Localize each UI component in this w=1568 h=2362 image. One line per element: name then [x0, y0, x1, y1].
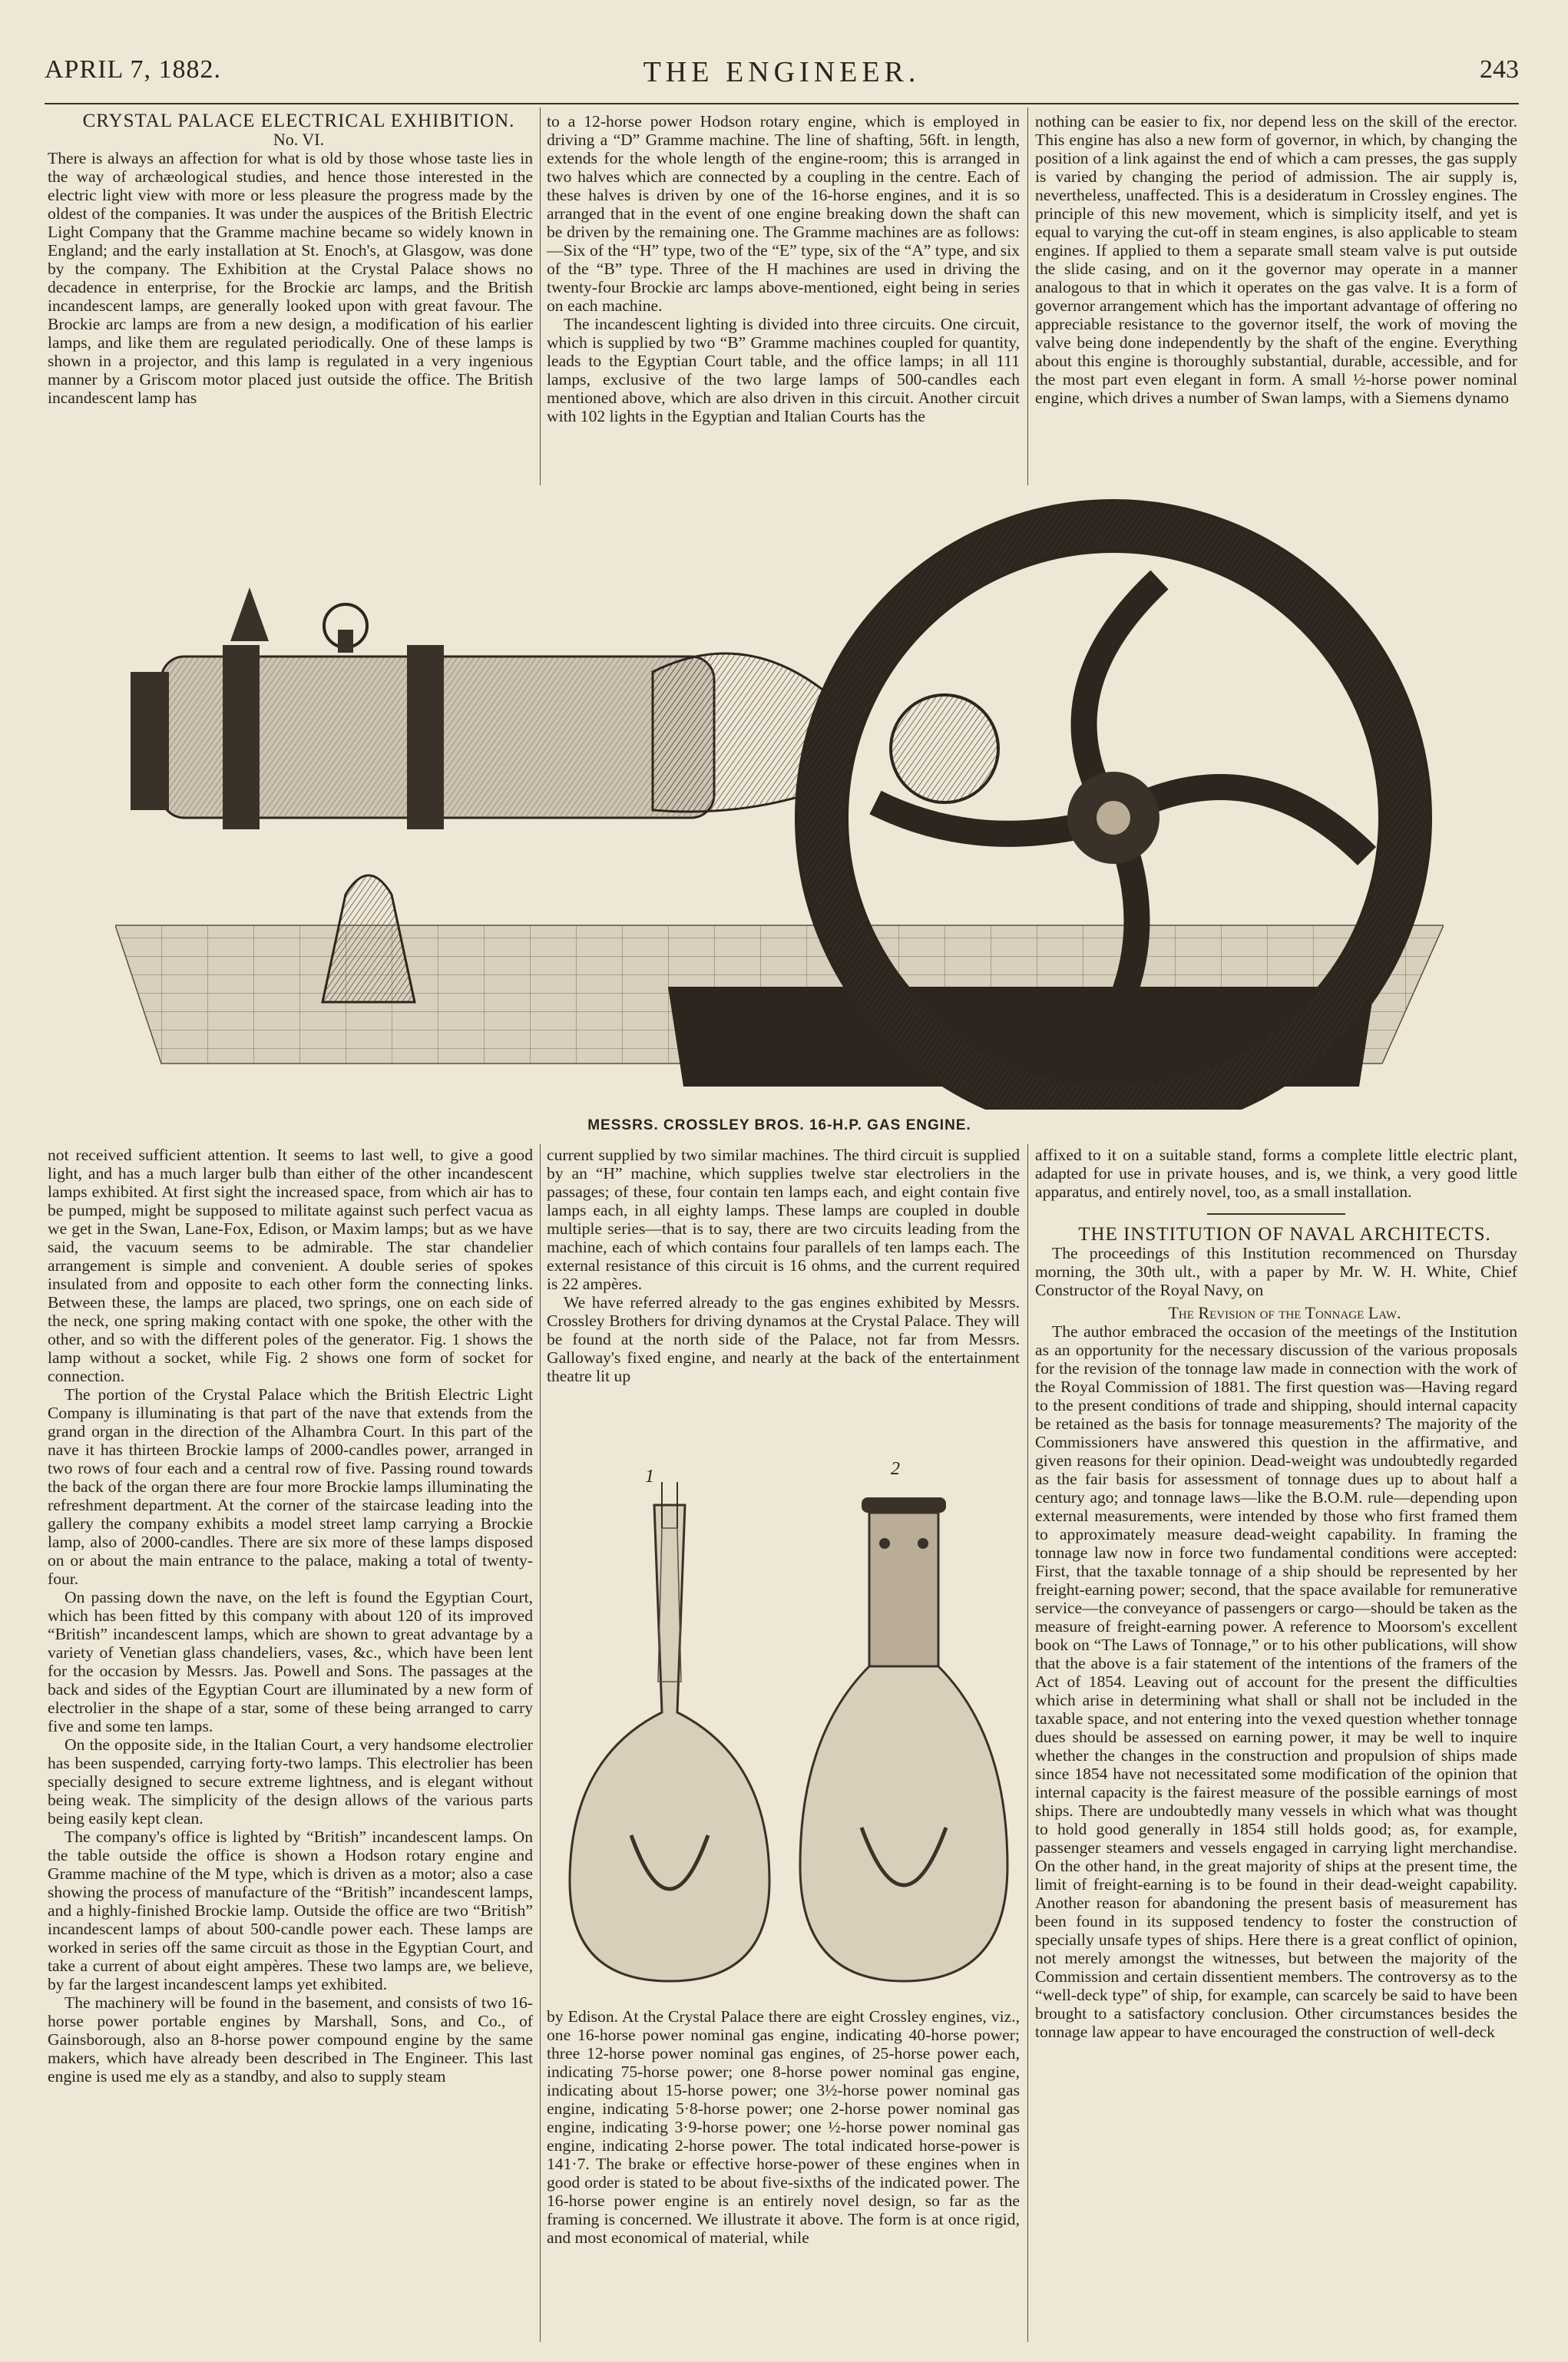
- incandescent-lamp-figures: [547, 1482, 1020, 2004]
- article1-para: by Edison. At the Crystal Palace there are eight Crossley engines, viz., one 16-horse power nominal gas engine, indicating 40-horse power; three 12-horse power nominal gas engines, of 25-horse power each, indicating 75-horse power; one 8-horse power nominal gas engine, indicating about 15-horse power; one 3½-horse power nominal gas engine, indicating 5·8-horse power; one 2-horse power nominal gas engine, indicating 3·9-horse power; one ½-horse power nominal gas engine, indicating 2-horse power. The total indicated horse-power is 141·7. The brake or effective horse-power of these engines when in good order is stated to be about five-sixths of the indicated power. The 16-horse power engine is an entirely novel design, so far as the framing is concerned. We illustrate it above. The form is at once rigid, and most economical of material, while: [547, 2007, 1020, 2247]
- lamp-figure-2: [800, 1497, 1007, 1981]
- engine-caption: MESSRS. CROSSLEY BROS. 16-H.P. GAS ENGINE.: [587, 1117, 971, 1133]
- article1-para: The machinery will be found in the basement, and consists of two 16-horse power portable engines by Marshall, Sons, and Co., of Gainsborough, also an 8-horse power compound engine by the same makers, which have already been described in The Engineer. This last engine is used me ely as a standby, and also to supply steam: [48, 1993, 533, 2086]
- page-number: 243: [1480, 55, 1519, 84]
- article1-col2-bottom: [547, 1146, 1020, 1385]
- article1-para: The incandescent lighting is divided into three circuits. One circuit, which is supplied by two “B” Gramme machines coupled for quantity, leads to the Egyptian Court table, and the office lamps; in all 111 lamps, exclusive of the two large lamps of 500-candles each mentioned above, which are also driven in this circuit. Another circuit with 102 lights in the Egyptian and Italian Courts has the: [547, 315, 1020, 425]
- masthead: [45, 55, 1519, 98]
- article1-title: CRYSTAL PALACE ELECTRICAL EXHIBITION.: [82, 111, 515, 131]
- article1-col1-top: [48, 112, 533, 407]
- article1-para: On the opposite side, in the Italian Court, a very handsome electrolier has been suspended, carrying forty-two lamps. This electrolier has been specially designed to secure extreme lightness, and is elegant without being weak. The simplicity of the design allows of the various parts being easily kept clean.: [48, 1735, 533, 1828]
- gas-engine-illustration: [115, 495, 1444, 1110]
- article1-col1-bottom: [48, 1146, 533, 2086]
- article1-para: There is always an affection for what is old by those whose taste lies in the way of archæological studies, and hence those interested in the electric light view with more or less pleasure the progress made by the oldest of the companies. It was under the auspices of the British Electric Light Company that the Gramme machine became so widely known in England; and the early installation at St. Enoch's, at Glasgow, was done by the company. The Exhibition at the Crystal Palace shows no decadence in enterprise, for the Brockie arc lamps, and the British incandescent lamps, are generally looked upon with great favour. The Brockie arc lamps are from a new design, a modification of his earlier lamps, and like them are regulated periodically. One of these lamps is shown in a projector, and this lamp is regulated in a very ingenious manner by a Griscom motor placed just outside the office. The British incandescent lamp has: [48, 149, 533, 407]
- article1-col3-top: [1035, 112, 1517, 407]
- article1-para: not received sufficient attention. It seems to last well, to give a good light, and has a much larger bulb than either of the other incandescent lamps exhibited. At first sight the increased space, from which air has to be pumped, might be supposed to militate against such perfect vacua as we get in the Swan, Lane-Fox, Edison, or Maxim lamps; but as we have said, the vacuum seems to be admirable. The star chandelier arrangement is simple and convenient. A double series of spokes insulated from and opposite to each other form the connecting links. Between these, the lamps are placed, two springs, one on each side of the neck, one spring making contact with one spoke, the other with the other, and so with the different poles of the generator. Fig. 1 shows the lamp without a socket, while Fig. 2 shows one form of socket for connection.: [48, 1146, 533, 1385]
- gas-engine-drawing: [115, 495, 1444, 1110]
- article1-number: No. VI.: [273, 130, 325, 149]
- section-divider: [1207, 1213, 1345, 1215]
- article2-intro: The proceedings of this Institution recommenced on Thursday morning, the 30th ult., with a paper by Mr. W. H. White, Chief Constructor of the Royal Navy, on: [1035, 1244, 1517, 1299]
- article1-para: The company's office is lighted by “British” incandescent lamps. On the table outside the office is shown a Hodson rotary engine and Gramme machine of the M type, which is driven as a motor; also a case showing the process of manufacture of the “British” incandescent lamps, and a highly-finished Brockie lamp. Outside the office are two “British” incandescent lamps of about 500-candle power each. These lamps are worked in series off the same circuit as those in the Egyptian Court, and take a current of about eight ampères. These two lamps are, we believe, by far the largest incandescent lamps yet exhibited.: [48, 1828, 533, 1993]
- issue-date: APRIL 7, 1882.: [45, 55, 221, 84]
- article2-col: [1035, 1146, 1517, 2041]
- column-divider: [540, 1144, 541, 2342]
- article1-col2-top: [547, 112, 1020, 425]
- column-divider: [540, 108, 541, 485]
- column-divider: [1027, 1144, 1028, 2342]
- figure-2-label: 2: [891, 1459, 900, 1479]
- article1-para: The portion of the Crystal Palace which the British Electric Light Company is illuminating is that part of the nave that extends from the grand organ in the direction of the Alhambra Court. In this part of the nave it has thirteen Brockie lamps of 2000-candles power, arranged in two rows of four each and a central row of five. Passing round towards the back of the organ there are four more Brockie lamps illuminating the refreshment department. At the corner of the staircase leading into the gallery the company exhibits a model street lamp carrying a Brockie lamp, also of 2000-candles. There are six more of these lamps disposed on or about the main entrance to the palace, making a total of twenty-four.: [48, 1385, 533, 1588]
- lamp-figure-1: [570, 1482, 769, 1981]
- article2-title: THE INSTITUTION OF NAVAL ARCHITECTS.: [1078, 1224, 1491, 1245]
- lamp-drawings: [547, 1482, 1020, 2004]
- publication-title: THE ENGINEER.: [643, 56, 921, 88]
- article1-para: current supplied by two similar machines. The third circuit is supplied by an “H” machine, which supplies twelve star electroliers in the passages; of these, four contain ten lamps each, and eight contain five lamps each, in all eighty lamps. These lamps are coupled in double multiple series—that is to say, there are two circuits leading from the machine, each of which contains four parallels of ten lamps each. The external resistance of this circuit is 16 ohms, and the current required is 22 ampères.: [547, 1146, 1020, 1293]
- article1-para: On passing down the nave, on the left is found the Egyptian Court, which has been fitted by this company with about 120 of its improved “British” incandescent lamps, which are shown to great advantage by a variety of Venetian glass chandeliers, vases, &c., which have been lent for the occasion by Messrs. Jas. Powell and Sons. The passages at the back and sides of the Egyptian Court are illuminated by a new form of electrolier in the shape of a star, some of these being arranged to carry five and some ten lamps.: [48, 1588, 533, 1735]
- figure-1-label: 1: [645, 1467, 654, 1487]
- article1-para: nothing can be easier to fix, nor depend less on the skill of the erector. This engine has also a new form of governor, in which, by changing the position of a link against the end of which a cam presses, the gas supply is varied by changing the period of admission. The air supply is, nevertheless, unaffected. This is a desideratum in Crossley engines. The principle of this new movement, which is simplicity itself, and yet is equal to varying the cut-off in steam engines, is also applicable to steam engines. If applied to them a separate small steam valve is put outside the slide casing, and on it the governor may operate in a manner analogous to that in which it operates on the gas valve. It is a form of governor arrangement which has the important advantage of offering no appreciable resistance to the governor itself, the work of moving the valve being done independently by the shaft of the engine. Everything about this engine is thoroughly substantial, durable, accessible, and for the most part even elegant in form. A small ½-horse power nominal engine, which drives a number of Swan lamps, with a Siemens dynamo: [1035, 112, 1517, 407]
- article1-col2-end: [547, 2007, 1020, 2247]
- masthead-rule: [45, 103, 1519, 104]
- column-divider: [1027, 108, 1028, 485]
- article1-para: We have referred already to the gas engines exhibited by Messrs. Crossley Brothers for driving dynamos at the Crystal Palace. They will be found at the north side of the Palace, not far from Messrs. Galloway's fixed engine, and nearly at the back of the entertainment theatre lit up: [547, 1293, 1020, 1385]
- article1-para: to a 12-horse power Hodson rotary engine, which is employed in driving a “D” Gramme machine. The line of shafting, 56ft. in length, extends for the whole length of the engine-room; this is arranged in two halves which are connected by a coupling in the centre. Each of these halves is driven by one of the 16-horse engines, and it is so arranged that in the event of one engine breaking down the shaft can be driven by the remaining one. The Gramme machines are as follows:—Six of the “H” type, two of the “E” type, six of the “A” type, and six of the “B” type. Three of the H machines are used in driving the twenty-four Brockie arc lamps above-mentioned, eight being in series on each machine.: [547, 112, 1020, 315]
- article2-body: The author embraced the occasion of the meetings of the Institution as an opportunity for the necessary discussion of the various proposals for the revision of the tonnage law made in connection with the work of the Royal Commission of 1881. The first question was—Having regard to the present conditions of trade and shipping, should internal capacity be retained as the basis for tonnage measurements? The majority of the Commissioners have answered this question in the affirmative, and given reasons for their opinion. Dead-weight was undoubtedly regarded as the fair basis for assessment of tonnage dues up to about half a century ago; and tonnage laws—like the B.O.M. rule—depending upon external measurements, were intended by those who first framed them to approximately measure dead-weight capability. In framing the tonnage law now in force two fundamental conditions were accepted: First, that the taxable tonnage of a ship should be represented by her freight-earning power; second, that the space available for remunerative service—the conveyance of passengers or cargo—should be taken as the measure of freight-earning power. A reference to Moorsom's excellent book on “The Laws of Tonnage,” or to his other publications, will show that the above is a fair statement of the intentions of the framers of the Act of 1854. Leaving out of account for the present the difficulties which arise in determining what shall or shall not be included in the taxable space, and not entering into the vexed question whether tonnage dues should be assessed on earning power, it may be well to inquire whether the changes in the construction and propulsion of ships made since 1854 have not necessitated some modification of the opinion that internal capacity is the fairest measure of the possible earnings of most ships. There are undoubtedly many vessels in which what was thought to hold good generally in 1854 still holds good; as, for example, passenger steamers and vessels engaged in carrying light merchandise. On the other hand, in the great majority of ships at the present time, the limit of freight-earning is to be found in their dead-weight capability. Another reason for abandoning the present basis of measurement has been found in its supposed tendency to foster the construction of specially unsafe types of ships. Here there is a great conflict of opinion, not merely amongst the witnesses, but between the majority of the Commission and certain dissentient members. The controversy as to the “well-deck type” of ship, for example, can scarcely be said to have been brought to a satisfactory conclusion. Other circumstances besides the tonnage law appear to have encouraged the construction of well-deck: [1035, 1322, 1517, 2041]
- article1-para: affixed to it on a suitable stand, forms a complete little electric plant, adapted for use in private houses, and is, we think, a very good little apparatus, and entirely novel, too, as a small installation.: [1035, 1146, 1517, 1201]
- article2-subtitle: The Revision of the Tonnage Law.: [1168, 1303, 1401, 1322]
